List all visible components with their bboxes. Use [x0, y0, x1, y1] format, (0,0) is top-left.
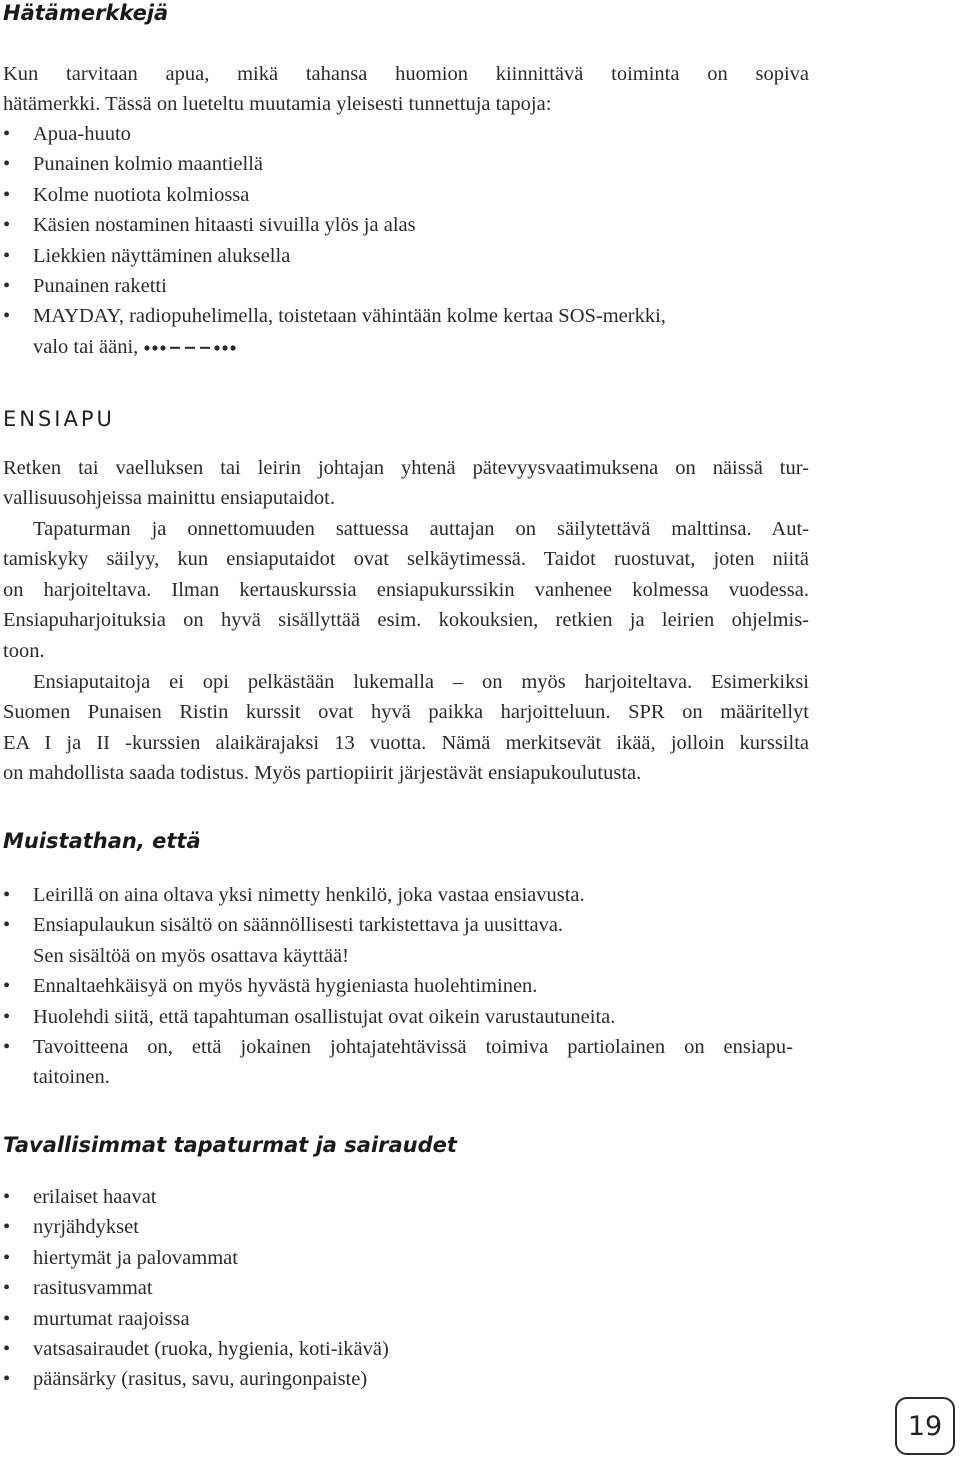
list-item: • Ensiapulaukun sisältö on säännöllisesti tarkistettava ja uusittava. Sen sisältöä on myös osattava käyttää! [3, 910, 803, 971]
list-item: • erilaiset haavat [3, 1182, 803, 1212]
bullet-icon: • [3, 884, 11, 906]
bullet-icon: • [3, 1216, 11, 1239]
remember-heading: Muistathan, että [3, 829, 201, 853]
list-item-mayday: • MAYDAY, radiopuhelimella, toistetaan vähintään kolme kertaa SOS-merkki, valo tai ääni, [3, 301, 803, 362]
list-item: • Kolme nuotiota kolmiossa [3, 180, 803, 210]
list-item: • Leirillä on aina oltava yksi nimetty henkilö, joka vastaa ensiavusta. [3, 880, 803, 910]
list-item: • Tavoitteena on, että jokainen johtajatehtävissä toimiva partiolainen on ensiapu- taitoinen. [3, 1032, 803, 1093]
bullet-icon: • [3, 153, 11, 176]
distress-signals-heading: Hätämerkkejä [3, 1, 169, 25]
distress-intro-line2: hätämerkki. Tässä on lueteltu muutamia yleisesti tunnettuja tapoja: [3, 93, 552, 116]
common-injuries-list [3, 1182, 803, 1395]
page-number: 19 [895, 1397, 955, 1455]
list-item: • rasitusvammat [3, 1273, 803, 1303]
bullet-icon: • [3, 1186, 11, 1208]
first-aid-para2: Tapaturman ja onnettomuuden sattuessa auttajan on säilytettävä malttinsa. Aut- tamiskyky säilyy, kun ensiaputaidot ovat selkäytimessä. Taidot ruostuvat, joten niitä on harjoiteltava. Ilman kertauskurssia ensiapukurssikin vanhenee kolmessa vuodessa. Ensiapuharjoituksia on hyvä sisällyttää esim. kokouksien, retkien ja leirien ohjelmis- toon. [3, 518, 809, 662]
common-injuries-heading: Tavallisimmat tapaturmat ja sairaudet [3, 1133, 457, 1157]
bullet-icon: • [3, 1277, 11, 1300]
list-item: • Punainen kolmio maantiellä [3, 149, 803, 179]
distress-intro-line1: Kun tarvitaan apua, mikä tahansa huomion kiinnittävä toiminta on sopiva [3, 63, 809, 85]
distress-intro [3, 59, 809, 120]
list-item: • Punainen raketti [3, 271, 803, 301]
list-item: • Liekkien näyttäminen aluksella [3, 241, 803, 271]
list-item: • Käsien nostaminen hitaasti sivuilla ylös ja alas [3, 210, 803, 240]
list-item: • Apua-huuto [3, 119, 803, 149]
bullet-icon: • [3, 123, 11, 145]
remember-list [3, 880, 803, 1093]
sos-signal-icon [142, 341, 238, 355]
bullet-icon: • [3, 305, 11, 328]
list-item: • vatsasairaudet (ruoka, hygienia, koti-ikävä) [3, 1334, 803, 1364]
list-item: • Ennaltaehkäisyä on myös hyvästä hygieniasta huolehtiminen. [3, 971, 803, 1001]
list-item: • Huolehdi siitä, että tapahtuman osallistujat ovat oikein varustautuneita. [3, 1002, 803, 1032]
distress-list [3, 119, 803, 362]
bullet-icon: • [3, 214, 11, 237]
bullet-icon: • [3, 1246, 11, 1269]
bullet-icon: • [3, 244, 11, 267]
list-item: • hiertymät ja palovammat [3, 1243, 803, 1273]
list-item: • murtumat raajoissa [3, 1304, 803, 1334]
list-item: • nyrjähdykset [3, 1212, 803, 1242]
bullet-icon: • [3, 1005, 11, 1028]
first-aid-para1: Retken tai vaelluksen tai leirin johtajan yhtenä pätevyysvaatimuksena on näissä tur- vallisuusohjeissa mainittu ensiaputaidot. [3, 457, 809, 510]
bullet-icon: • [3, 1307, 11, 1330]
first-aid-para3: Ensiaputaitoja ei opi pelkästään lukemalla – on myös harjoiteltava. Esimerkiksi Suomen Punaisen Ristin kurssit ovat hyvä paikka harjoitteluun. SPR on määritellyt EA I ja II -kurssien alaikärajaksi 13 vuotta. Nämä merkitsevät ikää, jolloin kurssilta on mahdollista saada todistus. Myös partiopiirit järjestävät ensiapukoulutusta. [3, 671, 809, 785]
list-item: • päänsärky (rasitus, savu, auringonpaiste) [3, 1364, 803, 1394]
bullet-icon: • [3, 275, 11, 298]
bullet-icon: • [3, 183, 11, 206]
bullet-icon: • [3, 1368, 11, 1391]
bullet-icon: • [3, 1036, 11, 1059]
bullet-icon: • [3, 975, 11, 998]
bullet-icon: • [3, 914, 11, 937]
bullet-icon: • [3, 1338, 11, 1361]
first-aid-heading: ENSIAPU [3, 407, 115, 431]
